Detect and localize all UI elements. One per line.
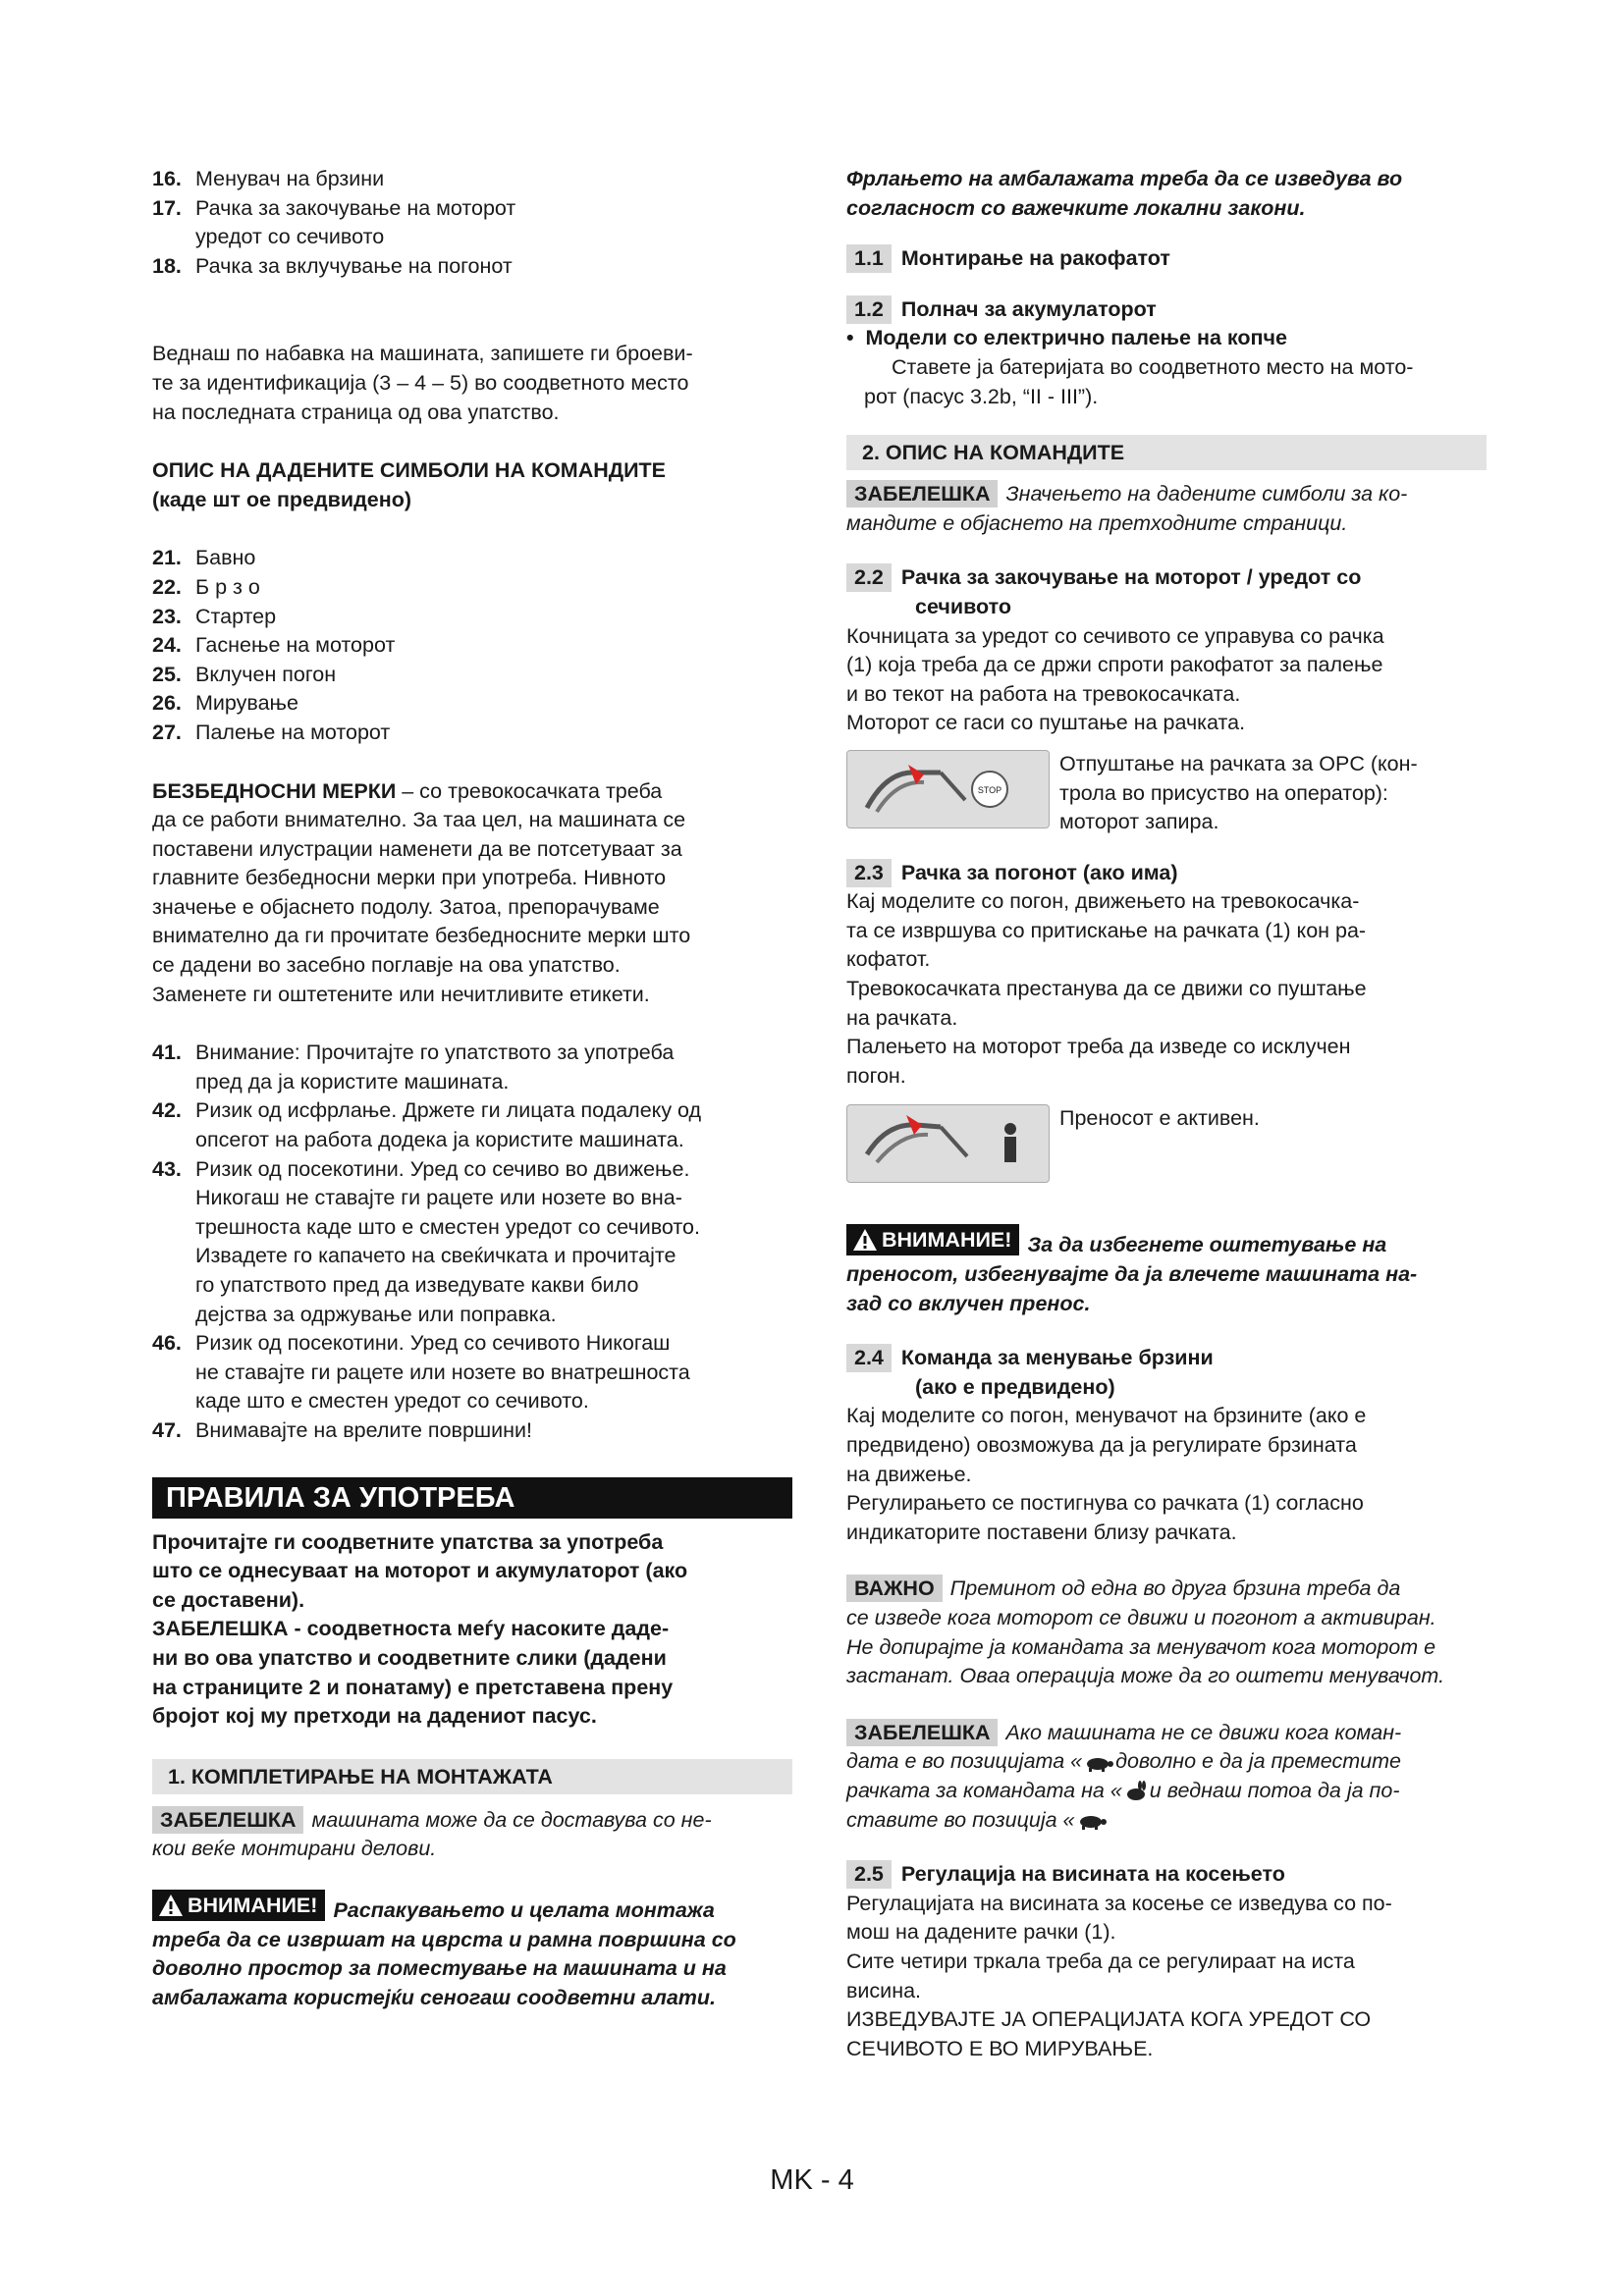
identification-note: [152, 340, 792, 427]
section-2-5: [846, 1860, 1487, 2063]
list-item: [152, 603, 792, 632]
text-line: се дадени во засебно поглавје на ова упатство.: [152, 953, 621, 978]
item-text: трешноста каде што е сместен уредот со сечивото.: [195, 1214, 700, 1239]
section-number: 2.3: [846, 859, 892, 887]
text-line: Тревокосачката престанува да се движи со пуштање: [846, 977, 1367, 1001]
text-line: бројот кој му претходи на дадениот пасус.: [152, 1704, 597, 1729]
item-text: Ризик од исфрлање. Држете ги лицата подалеку од: [195, 1098, 702, 1123]
transmission-warning: [846, 1224, 1487, 1318]
text-line: внимателно да ги прочитате безбедносните мерки што: [152, 924, 691, 948]
text-line: Кочницата за уредот со сечивото се управува со рачка: [846, 623, 1384, 648]
item-text: Рачка за вклучување на погонот: [195, 253, 513, 278]
item-text: Б р з о: [195, 574, 260, 599]
list-item: [152, 1155, 792, 1330]
text-line: Регулацијата на висината за косење се изведува со по-: [846, 1891, 1392, 1915]
text-line: доволно простор за поместување на машината и на: [152, 1956, 727, 1981]
text-line: моторот запира.: [1059, 810, 1219, 834]
text-line: на последната страница од ова упатство.: [152, 400, 560, 424]
text-fragment: рачката за командата на «: [846, 1778, 1122, 1802]
item-text: Бавно: [195, 546, 256, 570]
speed-note: [846, 1719, 1487, 1835]
section-number: 2.5: [846, 1860, 892, 1889]
item-text: Никогаш не ставајте ги рацете или нозете во вна-: [195, 1186, 682, 1210]
safety-paragraph: [152, 777, 792, 1010]
warning-triangle-icon: [852, 1228, 878, 1252]
assembly-warning: [152, 1890, 792, 2012]
page-number: MK - 4: [770, 2164, 854, 2196]
text-line: Кај моделите со погон, менувачот на брзините (ако е: [846, 1404, 1367, 1428]
item-text: дејства за одржување или поправка.: [195, 1302, 557, 1326]
item-text: Менувач на брзини: [195, 167, 385, 190]
drive-handle-illustration: [846, 1104, 1050, 1183]
left-column: [152, 165, 792, 2012]
item-text: Ризик од посекотини. Уред со сечивото Никогаш: [195, 1331, 671, 1356]
item-number: 25.: [152, 662, 182, 686]
section-1-1: [846, 244, 1487, 274]
text-line: главните безбедносни мерки при употреба. Нивното: [152, 866, 667, 890]
item-number: 22.: [152, 574, 182, 599]
text-line: ИЗВЕДУВАЈТЕ ЈА ОПЕРАЦИЈАТА КОГА УРЕДОТ СО: [846, 2007, 1372, 2032]
text-line: кофатот.: [846, 947, 931, 972]
item-text: Внимавајте на врелите површини!: [195, 1417, 533, 1442]
safety-heading: БЕЗБЕДНОСНИ МЕРКИ: [152, 778, 397, 803]
warning-label: ВНИМАНИЕ!: [188, 1893, 318, 1917]
bullet-text: Модели со електрично палење на копче: [865, 326, 1287, 350]
section-title-cont: сечивото: [915, 594, 1011, 618]
text-line: Веднаш по набавка на машината, запишете ги броеви-: [152, 342, 693, 366]
handle-stop-icon: [847, 751, 1049, 828]
warnings-list: [152, 1039, 792, 1445]
important-note: [846, 1575, 1487, 1690]
text-line: (1) која треба да се држи спроти ракофатот за палење: [846, 653, 1383, 677]
text-line: амбалажата користејќи сеногаш соодветни алати.: [152, 1985, 717, 2009]
text-line: мош на дадените рачки (1).: [846, 1920, 1116, 1945]
list-item: [152, 631, 792, 661]
text-line: рот (пасус 3.2b, “II - III”).: [864, 384, 1099, 408]
section-title: Монтирање на ракофатот: [900, 246, 1170, 271]
item-number: 47.: [152, 1417, 182, 1442]
turtle-icon: [1082, 1754, 1115, 1772]
text-line: Не допирајте ја командата за менувачот кога моторот е: [846, 1634, 1436, 1659]
text-line: на рачката.: [846, 1005, 958, 1030]
text-fragment: доволно е да ја преместите: [1115, 1749, 1401, 1774]
section-title-cont: (ако е предвидено): [915, 1374, 1115, 1399]
text-fragment: дата е во позицијата «: [846, 1749, 1083, 1774]
item-text: пред да ја користите машината.: [195, 1069, 510, 1094]
text-line: на страниците 2 и понатаму) е претставена прену: [152, 1675, 674, 1699]
item-text: Мирување: [195, 691, 298, 716]
text-line: поставени илустрации наменети да ве потсетуваат за: [152, 836, 682, 861]
text-line: на движење.: [846, 1462, 972, 1486]
disposal-note: [846, 165, 1487, 223]
text-line: застанат. Оваа операција може да го оштети менувачот.: [846, 1664, 1445, 1688]
item-text: Палење на моторот: [195, 720, 391, 744]
section-title: ОПИС НА ДАДЕНИТЕ СИМБОЛИ НА КОМАНДИТЕ: [152, 458, 667, 483]
hare-icon: [1122, 1781, 1150, 1802]
text-line: преносот, избегнувајте да ја влечете машината на-: [846, 1262, 1418, 1287]
item-number: 26.: [152, 691, 182, 716]
text-line: Палењето на моторот треба да изведе со исклучен: [846, 1035, 1351, 1059]
list-item: [152, 544, 792, 573]
text-line: Сите четири тркала треба да се регулираат на иста: [846, 1949, 1355, 1973]
important-tag: ВАЖНО: [846, 1575, 943, 1602]
list-item: [152, 252, 792, 282]
symbols-list: [152, 544, 792, 747]
item-number: 43.: [152, 1156, 182, 1181]
list-item: [152, 1039, 792, 1096]
item-text: го упатството пред да изведувате какви било: [195, 1273, 639, 1297]
text-line: Ако машината не се движи кога коман-: [1005, 1720, 1402, 1744]
text-line: Кај моделите со погон, движењето на тревокосачка-: [846, 889, 1360, 914]
warning-badge: [846, 1224, 1019, 1255]
section-2-3: [846, 859, 1487, 1092]
list-item: [152, 573, 792, 603]
text-line: кои веќе монтирани делови.: [152, 1837, 437, 1861]
note-tag: ЗАБЕЛЕШКА: [846, 480, 998, 507]
text-line: Регулирањето се постигнува со рачката (1) согласно: [846, 1491, 1364, 1516]
section-number: 1.2: [846, 295, 892, 324]
section-1-2: [846, 295, 1487, 325]
item-number: 23.: [152, 604, 182, 628]
section-number: 2.4: [846, 1344, 892, 1372]
item-number: 18.: [152, 253, 182, 278]
bullet-icon: •: [846, 326, 866, 350]
handle-release-illustration: [846, 750, 1050, 828]
item-number: 46.: [152, 1331, 182, 1356]
item-text: уредот со сечивото: [195, 225, 385, 249]
text-line: што се однесуваат на моторот и акумулаторот (ако: [152, 1559, 688, 1583]
section-title: Регулација на висината на косењето: [900, 1862, 1285, 1887]
list-item: [152, 165, 792, 194]
text-line: машината може да се доставува со не-: [311, 1807, 712, 1832]
text-line: Моторот се гаси со пуштање на рачката.: [846, 711, 1246, 735]
item-text: Гаснење на моторот: [195, 633, 396, 658]
text-line: Ставете ја батеријата во соодветното место на мото-: [892, 354, 1414, 379]
text-line: мандите е објаснето на претходните страници.: [846, 510, 1348, 535]
right-column: [846, 165, 1487, 2063]
rules-heading: ПРАВИЛА ЗА УПОТРЕБА: [152, 1477, 792, 1519]
list-item: [152, 661, 792, 690]
text-line: се изведе кога моторот се движи и погонот а активиран.: [846, 1605, 1436, 1629]
section-number: 1.1: [846, 244, 892, 273]
list-item: [152, 719, 792, 748]
turtle-icon: [1075, 1812, 1109, 1830]
parts-list: [152, 165, 792, 281]
section-2-2: [846, 563, 1487, 738]
section-2-heading: 2. ОПИС НА КОМАНДИТЕ: [846, 435, 1487, 470]
note-tag: ЗАБЕЛЕШКА: [152, 1806, 303, 1834]
text-line: ни во ова упатство и соодветните слики (дадени: [152, 1645, 667, 1670]
section-title: Полнач за акумулаторот: [900, 296, 1157, 321]
item-text: Стартер: [195, 604, 277, 628]
text-line: да се работи внимателно. За таа цел, на машината се: [152, 808, 686, 832]
text-line: согласност со важечките локални закони.: [846, 195, 1306, 220]
text-line: се доставени).: [152, 1587, 305, 1612]
text-line: те за идентификација (3 – 4 – 5) во соодветното место: [152, 370, 689, 395]
warning-triangle-icon: [158, 1894, 184, 1917]
text-line: Прочитајте ги соодветните упатства за употреба: [152, 1529, 664, 1554]
section-title: Рачка за погонот (ако има): [900, 860, 1178, 884]
item-text: Внимание: Прочитајте го упатството за употреба: [195, 1041, 675, 1065]
assembly-heading: 1. КОМПЛЕТИРАЊЕ НА МОНТАЖАТА: [152, 1759, 792, 1794]
text-line: ЗАБЕЛЕШКА - соодветноста меѓу насоките даде-: [152, 1617, 670, 1641]
assembly-note: [152, 1806, 792, 1864]
item-number: 16.: [152, 167, 182, 190]
drive-active-icon: [847, 1105, 1049, 1182]
text-line: Отпуштање на рачката за OPC (кон-: [1059, 751, 1418, 775]
warning-badge: [152, 1890, 325, 1921]
text-line: трола во присуство на оператор):: [1059, 780, 1388, 805]
symbols-heading: [152, 456, 792, 514]
section-number: 2.2: [846, 563, 892, 592]
figure-caption: [1059, 750, 1487, 837]
list-item: [152, 689, 792, 719]
text-fragment: ставите во позиција «: [846, 1807, 1075, 1832]
item-text: Вклучен погон: [195, 662, 337, 686]
item-number: 17.: [152, 195, 182, 220]
text-line: и во текот на работа на тревокосачката.: [846, 681, 1241, 706]
text-line: Заменете ги оштетените или нечитливите етикети.: [152, 982, 650, 1006]
text-line: висина.: [846, 1978, 921, 2002]
text-line: Фрлањето на амбалажата треба да се изведува во: [846, 167, 1403, 190]
section-title: Команда за менување брзини: [900, 1346, 1214, 1370]
text-line: индикаторите поставени близу рачката.: [846, 1520, 1237, 1544]
text-line: Значењето на дадените симболи за ко-: [1005, 482, 1408, 507]
text-line: значење е објаснето подолу. Затоа, препорачуваме: [152, 894, 660, 919]
opc-figure: [846, 750, 1487, 837]
item-text: каде што е сместен уредот со сечивото.: [195, 1389, 589, 1414]
list-item: [152, 194, 792, 252]
list-item: [152, 1329, 792, 1416]
bullet-item: [846, 324, 1487, 353]
item-text: Извадете го капачето на свеќичката и прочитајте: [195, 1244, 677, 1268]
text-line: За да избегнете оштетување на: [1027, 1233, 1387, 1257]
text-line: зад со вклучен пренос.: [846, 1291, 1091, 1315]
item-number: 42.: [152, 1098, 182, 1123]
text-line: Распакувањето и целата монтажа: [333, 1897, 715, 1922]
item-number: 21.: [152, 546, 182, 570]
note-tag: ЗАБЕЛЕШКА: [846, 1719, 998, 1746]
text-line: погон.: [846, 1063, 906, 1088]
text-line: предвидено) овозможува да ја регулирате брзината: [846, 1433, 1357, 1457]
section-title: Рачка за закочување на моторот / уредот со: [900, 565, 1362, 590]
text-line: – со тревокосачката треба: [396, 778, 663, 803]
transmission-figure: [846, 1104, 1487, 1183]
stop-icon-label: STOP: [977, 784, 1002, 795]
text-line: Преминот од една во друга брзина треба да: [949, 1576, 1401, 1601]
text-line: треба да се извршат на цврста и рамна површина со: [152, 1927, 736, 1951]
item-text: Ризик од посекотини. Уред со сечиво во движење.: [195, 1156, 690, 1181]
item-number: 41.: [152, 1041, 182, 1065]
item-text: Рачка за закочување на моторот: [195, 195, 516, 220]
list-item: [152, 1096, 792, 1154]
figure-caption: Преносот е активен.: [1059, 1106, 1260, 1131]
item-text: не ставајте ги рацете или нозете во внатрешноста: [195, 1360, 690, 1384]
text-line: СЕЧИВОТО Е ВО МИРУВАЊЕ.: [846, 2036, 1154, 2060]
section-subtitle: (каде шт ое предвидено): [152, 487, 411, 511]
section-2-4: [846, 1344, 1487, 1547]
item-text: опсегот на работа додека ја користите машината.: [195, 1128, 684, 1152]
text-fragment: и веднаш потоа да ја по-: [1149, 1778, 1400, 1802]
list-item: [152, 1416, 792, 1446]
section-2-note: [846, 480, 1487, 538]
warning-label: ВНИМАНИЕ!: [882, 1228, 1012, 1253]
item-number: 24.: [152, 633, 182, 658]
text-line: та се извршува со притискање на рачката (1) кон ра-: [846, 918, 1367, 942]
item-number: 27.: [152, 720, 182, 744]
rules-text: [152, 1528, 792, 1732]
